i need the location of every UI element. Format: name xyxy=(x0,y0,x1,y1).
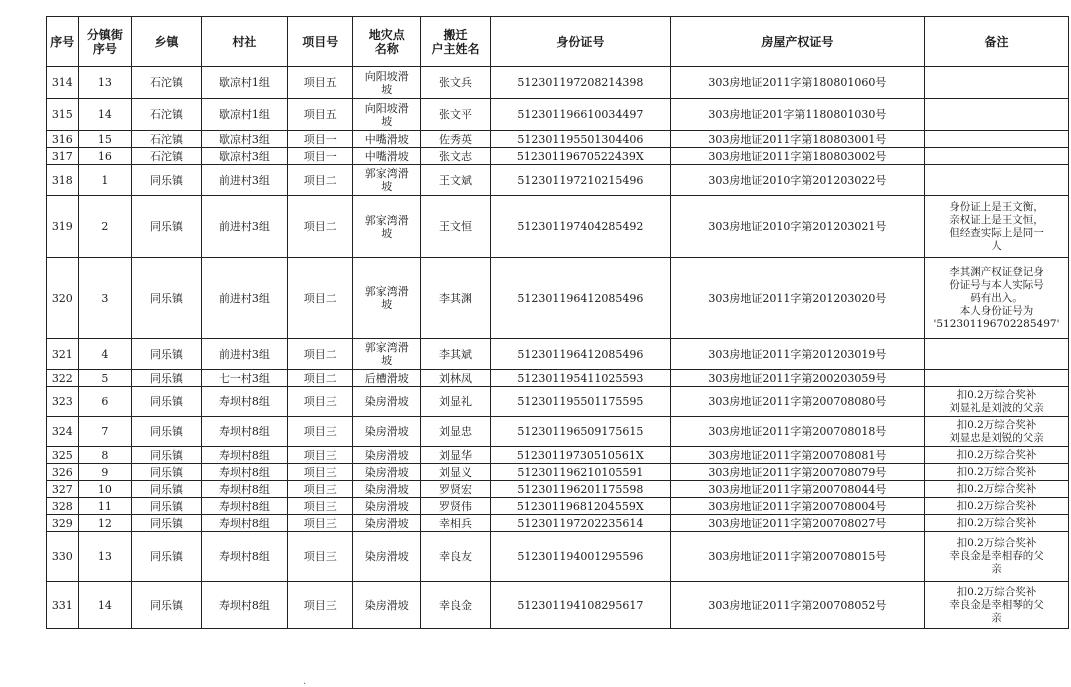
cell-property-cert: 303房地证2011字第200708004号 xyxy=(670,498,924,515)
cell-remarks: 扣0.2万综合奖补 xyxy=(924,481,1068,498)
cell-disaster-site: 郭家湾滑 坡 xyxy=(353,339,421,370)
cell-id-number: 512301194108295617 xyxy=(490,582,670,629)
cell-remarks: 扣0.2万综合奖补 xyxy=(924,447,1068,464)
cell-property-cert: 303房地证2011字第201203020号 xyxy=(670,258,924,339)
cell-village: 寿坝村8组 xyxy=(201,481,287,498)
table-row xyxy=(47,196,1069,258)
header-remarks: 备注 xyxy=(924,17,1068,67)
cell-seq: 323 xyxy=(47,387,79,417)
cell-property-cert: 303房地证2010字第201203021号 xyxy=(670,196,924,258)
header-property-cert: 房屋产权证号 xyxy=(670,17,924,67)
header-disaster-site: 地灾点 名称 xyxy=(353,17,421,67)
cell-disaster-site: 染房滑坡 xyxy=(353,447,421,464)
cell-town-seq: 15 xyxy=(78,131,131,148)
table-row xyxy=(47,464,1069,481)
cell-remarks: 扣0.2万综合奖补 xyxy=(924,464,1068,481)
cell-property-cert: 303房地证2010字第201203022号 xyxy=(670,165,924,196)
cell-town: 同乐镇 xyxy=(132,498,202,515)
cell-project: 项目三 xyxy=(288,515,353,532)
cell-household-head: 幸相兵 xyxy=(421,515,491,532)
cell-disaster-site: 染房滑坡 xyxy=(353,417,421,447)
cell-property-cert: 303房地证2011字第180801060号 xyxy=(670,67,924,99)
cell-village: 前进村3组 xyxy=(201,339,287,370)
cell-remarks xyxy=(924,67,1068,99)
cell-disaster-site: 染房滑坡 xyxy=(353,481,421,498)
cell-project: 项目二 xyxy=(288,196,353,258)
cell-disaster-site: 染房滑坡 xyxy=(353,498,421,515)
cell-project: 项目二 xyxy=(288,165,353,196)
cell-household-head: 幸良金 xyxy=(421,582,491,629)
cell-remarks xyxy=(924,99,1068,131)
cell-household-head: 刘显华 xyxy=(421,447,491,464)
cell-town: 石沱镇 xyxy=(132,67,202,99)
cell-remarks xyxy=(924,148,1068,165)
cell-town: 同乐镇 xyxy=(132,417,202,447)
cell-village: 寿坝村8组 xyxy=(201,447,287,464)
header-town-seq: 分镇街 序号 xyxy=(78,17,131,67)
cell-property-cert: 303房地证2011字第200708044号 xyxy=(670,481,924,498)
cell-disaster-site: 郭家湾滑 坡 xyxy=(353,165,421,196)
cell-project: 项目三 xyxy=(288,417,353,447)
table-row xyxy=(47,99,1069,131)
cell-property-cert: 303房地证2011字第201203019号 xyxy=(670,339,924,370)
cell-id-number: 512301197202235614 xyxy=(490,515,670,532)
cell-disaster-site: 染房滑坡 xyxy=(353,532,421,582)
cell-id-number: 51230119681204559X xyxy=(490,498,670,515)
cell-seq: 331 xyxy=(47,582,79,629)
cell-town-seq: 5 xyxy=(78,370,131,387)
cell-id-number: 512301195501175595 xyxy=(490,387,670,417)
cell-id-number: 512301197210215496 xyxy=(490,165,670,196)
cell-town-seq: 4 xyxy=(78,339,131,370)
cell-id-number: 51230119730510561X xyxy=(490,447,670,464)
cell-id-number: 512301196201175598 xyxy=(490,481,670,498)
cell-town: 同乐镇 xyxy=(132,447,202,464)
cell-remarks: 扣0.2万综合奖补 xyxy=(924,498,1068,515)
cell-property-cert: 303房地证2011字第200708081号 xyxy=(670,447,924,464)
cell-village: 歇凉村1组 xyxy=(201,99,287,131)
cell-village: 寿坝村8组 xyxy=(201,582,287,629)
cell-seq: 322 xyxy=(47,370,79,387)
cell-disaster-site: 中嘴滑坡 xyxy=(353,148,421,165)
cell-property-cert: 303房地证2011字第180803002号 xyxy=(670,148,924,165)
cell-village: 歇凉村1组 xyxy=(201,67,287,99)
cell-town-seq: 8 xyxy=(78,447,131,464)
cell-village: 歇凉村3组 xyxy=(201,131,287,148)
cell-town-seq: 14 xyxy=(78,99,131,131)
cell-remarks: 扣0.2万综合奖补 幸良金是幸相春的父 亲 xyxy=(924,532,1068,582)
cell-seq: 314 xyxy=(47,67,79,99)
cell-project: 项目一 xyxy=(288,148,353,165)
cell-seq: 320 xyxy=(47,258,79,339)
table-row xyxy=(47,370,1069,387)
cell-disaster-site: 郭家湾滑 坡 xyxy=(353,196,421,258)
cell-project: 项目二 xyxy=(288,258,353,339)
cell-village: 寿坝村8组 xyxy=(201,498,287,515)
cell-seq: 330 xyxy=(47,532,79,582)
cell-village: 歇凉村3组 xyxy=(201,148,287,165)
cell-town: 石沱镇 xyxy=(132,99,202,131)
cell-property-cert: 303房地证2011字第180803001号 xyxy=(670,131,924,148)
cell-town: 石沱镇 xyxy=(132,131,202,148)
cell-disaster-site: 染房滑坡 xyxy=(353,582,421,629)
cell-id-number: 512301196509175615 xyxy=(490,417,670,447)
cell-project: 项目三 xyxy=(288,498,353,515)
cell-project: 项目五 xyxy=(288,67,353,99)
cell-village: 寿坝村8组 xyxy=(201,417,287,447)
cell-disaster-site: 后槽滑坡 xyxy=(353,370,421,387)
cell-town-seq: 1 xyxy=(78,165,131,196)
cell-id-number: 51230119670522439X xyxy=(490,148,670,165)
cell-seq: 315 xyxy=(47,99,79,131)
header-seq: 序号 xyxy=(47,17,79,67)
cell-village: 前进村3组 xyxy=(201,258,287,339)
table-row xyxy=(47,582,1069,629)
cell-household-head: 李其斌 xyxy=(421,339,491,370)
cell-household-head: 李其渊 xyxy=(421,258,491,339)
cell-id-number: 512301194001295596 xyxy=(490,532,670,582)
cell-town: 同乐镇 xyxy=(132,582,202,629)
cell-town: 同乐镇 xyxy=(132,532,202,582)
cell-property-cert: 303房地证2011字第200203059号 xyxy=(670,370,924,387)
cell-village: 前进村3组 xyxy=(201,165,287,196)
relocation-table xyxy=(46,16,1069,629)
cell-project: 项目二 xyxy=(288,339,353,370)
cell-town: 同乐镇 xyxy=(132,370,202,387)
cell-town: 同乐镇 xyxy=(132,339,202,370)
cell-id-number: 512301195501304406 xyxy=(490,131,670,148)
cell-remarks: 扣0.2万综合奖补 刘显礼是刘波的父亲 xyxy=(924,387,1068,417)
cell-remarks xyxy=(924,339,1068,370)
cell-seq: 326 xyxy=(47,464,79,481)
cell-town-seq: 2 xyxy=(78,196,131,258)
cell-town-seq: 11 xyxy=(78,498,131,515)
table-row xyxy=(47,258,1069,339)
cell-town-seq: 16 xyxy=(78,148,131,165)
relocation-table-sheet xyxy=(46,16,1069,629)
cell-household-head: 刘林凤 xyxy=(421,370,491,387)
table-row xyxy=(47,148,1069,165)
cell-household-head: 罗贤伟 xyxy=(421,498,491,515)
cell-id-number: 512301196610034497 xyxy=(490,99,670,131)
header-household-head: 搬迁 户主姓名 xyxy=(421,17,491,67)
cell-town-seq: 3 xyxy=(78,258,131,339)
cell-seq: 319 xyxy=(47,196,79,258)
cell-seq: 329 xyxy=(47,515,79,532)
cell-town-seq: 7 xyxy=(78,417,131,447)
cell-town-seq: 9 xyxy=(78,464,131,481)
cell-property-cert: 303房地证2011字第200708027号 xyxy=(670,515,924,532)
cell-project: 项目三 xyxy=(288,532,353,582)
table-row xyxy=(47,515,1069,532)
cell-town-seq: 13 xyxy=(78,532,131,582)
cell-project: 项目三 xyxy=(288,447,353,464)
cell-disaster-site: 向阳坡滑 坡 xyxy=(353,67,421,99)
cell-property-cert: 303房地证201字第1180801030号 xyxy=(670,99,924,131)
cell-town: 同乐镇 xyxy=(132,515,202,532)
cell-disaster-site: 染房滑坡 xyxy=(353,387,421,417)
cell-village: 前进村3组 xyxy=(201,196,287,258)
cell-remarks: 身份证上是王文衡， 亲权证上是王文恒， 但经查实际上是同一 人 xyxy=(924,196,1068,258)
cell-remarks: 扣0.2万综合奖补 刘显忠是刘锐的父亲 xyxy=(924,417,1068,447)
cell-property-cert: 303房地证2011字第200708018号 xyxy=(670,417,924,447)
cell-disaster-site: 向阳坡滑 坡 xyxy=(353,99,421,131)
cell-town: 同乐镇 xyxy=(132,165,202,196)
header-id-number: 身份证号 xyxy=(490,17,670,67)
table-row xyxy=(47,417,1069,447)
cell-town-seq: 12 xyxy=(78,515,131,532)
cell-household-head: 佐秀英 xyxy=(421,131,491,148)
cell-project: 项目一 xyxy=(288,131,353,148)
cell-seq: 321 xyxy=(47,339,79,370)
cell-id-number: 512301197404285492 xyxy=(490,196,670,258)
cell-id-number: 512301196412085496 xyxy=(490,339,670,370)
cell-project: 项目三 xyxy=(288,481,353,498)
cell-household-head: 刘显义 xyxy=(421,464,491,481)
table-row xyxy=(47,481,1069,498)
cell-village: 寿坝村8组 xyxy=(201,387,287,417)
cell-household-head: 张文兵 xyxy=(421,67,491,99)
header-project: 项目号 xyxy=(288,17,353,67)
cell-seq: 318 xyxy=(47,165,79,196)
cell-seq: 316 xyxy=(47,131,79,148)
cell-town-seq: 14 xyxy=(78,582,131,629)
table-row xyxy=(47,339,1069,370)
cell-seq: 325 xyxy=(47,447,79,464)
cell-seq: 324 xyxy=(47,417,79,447)
table-row xyxy=(47,165,1069,196)
table-row xyxy=(47,532,1069,582)
table-row xyxy=(47,447,1069,464)
table-row xyxy=(47,387,1069,417)
cell-remarks: 扣0.2万综合奖补 xyxy=(924,515,1068,532)
table-row xyxy=(47,498,1069,515)
cell-id-number: 512301195411025593 xyxy=(490,370,670,387)
cell-town: 同乐镇 xyxy=(132,258,202,339)
cell-disaster-site: 染房滑坡 xyxy=(353,464,421,481)
cell-property-cert: 303房地证2011字第200708079号 xyxy=(670,464,924,481)
cell-disaster-site: 中嘴滑坡 xyxy=(353,131,421,148)
cell-project: 项目二 xyxy=(288,370,353,387)
cell-remarks xyxy=(924,131,1068,148)
cell-id-number: 512301196210105591 xyxy=(490,464,670,481)
cell-remarks xyxy=(924,370,1068,387)
cell-household-head: 张文平 xyxy=(421,99,491,131)
cell-household-head: 刘显忠 xyxy=(421,417,491,447)
cell-household-head: 张文志 xyxy=(421,148,491,165)
cell-project: 项目三 xyxy=(288,582,353,629)
cell-village: 寿坝村8组 xyxy=(201,464,287,481)
cell-remarks: 扣0.2万综合奖补 幸良金是幸相琴的父 亲 xyxy=(924,582,1068,629)
cell-village: 寿坝村8组 xyxy=(201,515,287,532)
cell-household-head: 刘显礼 xyxy=(421,387,491,417)
cell-project: 项目三 xyxy=(288,464,353,481)
header-town: 乡镇 xyxy=(132,17,202,67)
table-body xyxy=(47,67,1069,629)
cell-household-head: 王文恒 xyxy=(421,196,491,258)
cell-disaster-site: 染房滑坡 xyxy=(353,515,421,532)
cell-village: 七一村3组 xyxy=(201,370,287,387)
cell-town: 同乐镇 xyxy=(132,196,202,258)
cell-seq: 317 xyxy=(47,148,79,165)
cell-household-head: 罗贤宏 xyxy=(421,481,491,498)
cell-town: 同乐镇 xyxy=(132,481,202,498)
header-row xyxy=(47,17,1069,67)
cell-town-seq: 6 xyxy=(78,387,131,417)
header-village: 村社 xyxy=(201,17,287,67)
cell-property-cert: 303房地证2011字第200708052号 xyxy=(670,582,924,629)
table-row xyxy=(47,67,1069,99)
cell-town-seq: 10 xyxy=(78,481,131,498)
cell-project: 项目三 xyxy=(288,387,353,417)
cell-id-number: 512301197208214398 xyxy=(490,67,670,99)
cell-town-seq: 13 xyxy=(78,67,131,99)
cell-seq: 327 xyxy=(47,481,79,498)
cell-property-cert: 303房地证2011字第200708015号 xyxy=(670,532,924,582)
cell-household-head: 王文斌 xyxy=(421,165,491,196)
cell-id-number: 512301196412085496 xyxy=(490,258,670,339)
cell-village: 寿坝村8组 xyxy=(201,532,287,582)
cell-property-cert: 303房地证2011字第200708080号 xyxy=(670,387,924,417)
cell-disaster-site: 郭家湾滑 坡 xyxy=(353,258,421,339)
cell-town: 石沱镇 xyxy=(132,148,202,165)
cell-town: 同乐镇 xyxy=(132,387,202,417)
page-mark: . xyxy=(303,676,307,687)
cell-project: 项目五 xyxy=(288,99,353,131)
cell-seq: 328 xyxy=(47,498,79,515)
cell-remarks xyxy=(924,165,1068,196)
table-row xyxy=(47,131,1069,148)
cell-household-head: 幸良友 xyxy=(421,532,491,582)
cell-town: 同乐镇 xyxy=(132,464,202,481)
cell-remarks: 李其渊产权证登记身 份证号与本人实际号 码有出入。 本人身份证号为 '512301196702285497' xyxy=(924,258,1068,339)
